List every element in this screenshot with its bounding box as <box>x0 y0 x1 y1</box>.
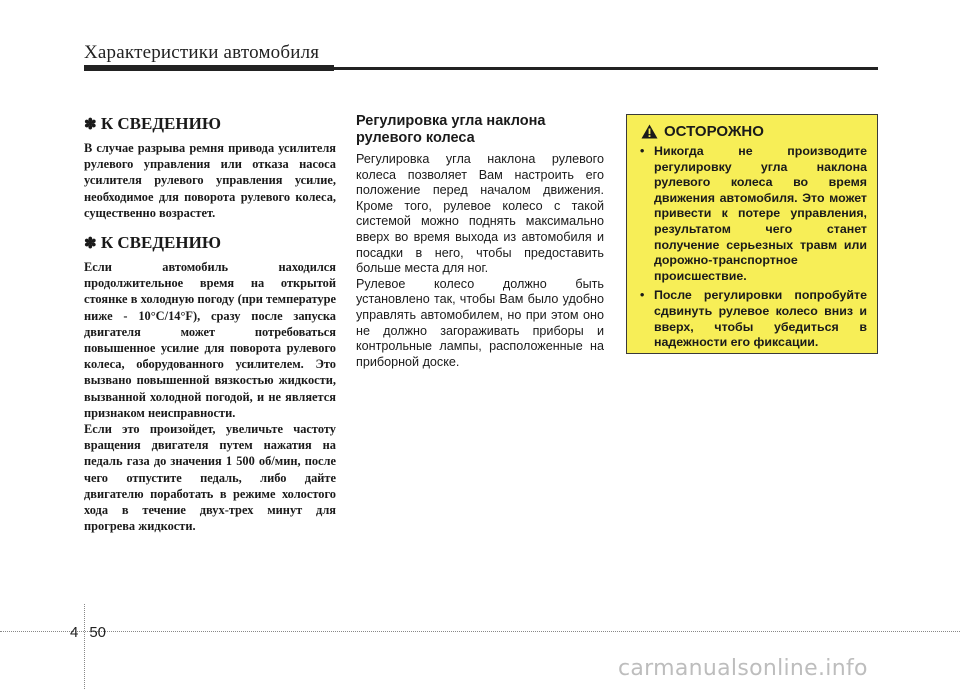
warning-triangle-icon <box>641 124 658 139</box>
page-number <box>70 624 106 641</box>
info-notes-column <box>84 114 336 534</box>
warning-list <box>637 144 867 351</box>
watermark: carmanualsonline.info <box>618 656 868 681</box>
info-note-body: Если автомобиль находился продолжительное время на открытой стоянке в холодную погоду (при температуре ниже - 10°C/14°F), сразу после запуска двигателя может потребоваться повышенное усилие для поворота рулевого колеса, оборудованного усилителем. Это вызвано повышенной вязкостью жидкости, вызванной холодной погодой, и не является признаком неисправности. <box>84 260 336 420</box>
warning-item: • После регулировки попробуйте сдвинуть рулевое колесо вниз и вверх, чтобы убедиться в надежности его фиксации. <box>637 288 867 350</box>
section-heading: Регулировка угла наклона рулевого колеса <box>356 113 546 146</box>
info-note <box>84 233 336 534</box>
info-note-heading-text: К СВЕДЕНИЮ <box>100 233 221 253</box>
info-note <box>84 114 336 221</box>
footer-vertical-divider <box>84 604 85 689</box>
page-number-value: 50 <box>89 624 107 641</box>
section-paragraph: Рулевое колесо должно быть установлено так, чтобы Вам было удобно управлять автомобилем, но при этом оно не должно загораживать приборы и контрольные лампы, расположенные на приборной доске. <box>356 276 604 369</box>
chapter-number: 4 <box>70 624 79 641</box>
warning-title <box>641 123 867 140</box>
note-star-icon: ✽ <box>84 236 97 253</box>
page-title: Характеристики автомобиля <box>84 42 320 63</box>
header-divider-accent <box>84 65 334 71</box>
footer-divider <box>0 631 960 632</box>
info-note-heading <box>84 114 336 135</box>
note-star-icon: ✽ <box>84 117 97 133</box>
info-note-heading-text: К СВЕДЕНИЮ <box>100 114 221 133</box>
info-note-body: В случае разрыва ремня привода усилителя рулевого управления или отказа насоса усилителя рулевого управления усилие, необходимое для поворота рулевого колеса, существенно возрастет. <box>84 141 336 220</box>
tilt-steering-section <box>356 113 604 370</box>
info-note-body-continued: Если это произойдет, увеличьте частоту вращения двигателя путем нажатия на педаль газа до значения 1 500 об/мин, после чего отпустите педаль, либо дайте двигателю поработать в режиме холостого хода в течение двух-трех минут для прогрева жидкости. <box>84 422 336 534</box>
warning-title-text: ОСТОРОЖНО <box>664 123 764 140</box>
warning-box <box>626 114 878 354</box>
warning-item: • Никогда не производите регулировку угла наклона рулевого колеса во время движения автомобиля. Это может привести к потере управления, результатом чего станет получение серьезных травм или дорожно-транспортное происшествие. <box>637 144 867 284</box>
section-paragraph: Регулировка угла наклона рулевого колеса позволяет Вам настроить его положение перед началом движения. Кроме того, рулевое колесо с такой системой можно поднять максимально вверх во время выхода из автомобиля и посадки в него, чтобы предоставить больше места для ног. <box>356 152 604 276</box>
info-note-heading <box>84 233 336 254</box>
